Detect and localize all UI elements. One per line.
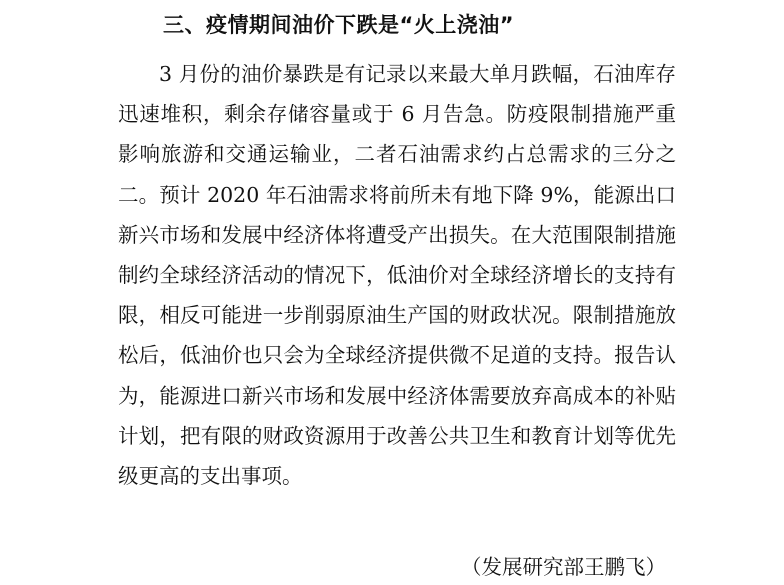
author-signature: （发展研究部王鹏飞）: [461, 555, 666, 579]
section-heading: 三、疫情期间油价下跌是“火上浇油”: [163, 13, 515, 37]
body-paragraph: 3 月份的油价暴跌是有记录以来最大单月跌幅，石油库存迅速堆积，剩余存储容量或于 6 月告急。防疫限制措施严重影响旅游和交通运输业，二者石油需求约占总需求的三分之二。预计 2020 年石油需求将前所未有地下降 9%，能源出口新兴市场和发展中经济体将遭受产出损失。在大范围限制措施制约全球经济活动的情况下，低油价对全球经济增长的支持有限，相反可能进一步削弱原油生产国的财政状况。限制措施放松后，低油价也只会为全球经济提供微不足道的支持。报告认为，能源进口新兴市场和发展中经济体需要放弃高成本的补贴计划，把有限的财政资源用于改善公共卫生和教育计划等优先级更高的支出事项。: [118, 62, 676, 489]
